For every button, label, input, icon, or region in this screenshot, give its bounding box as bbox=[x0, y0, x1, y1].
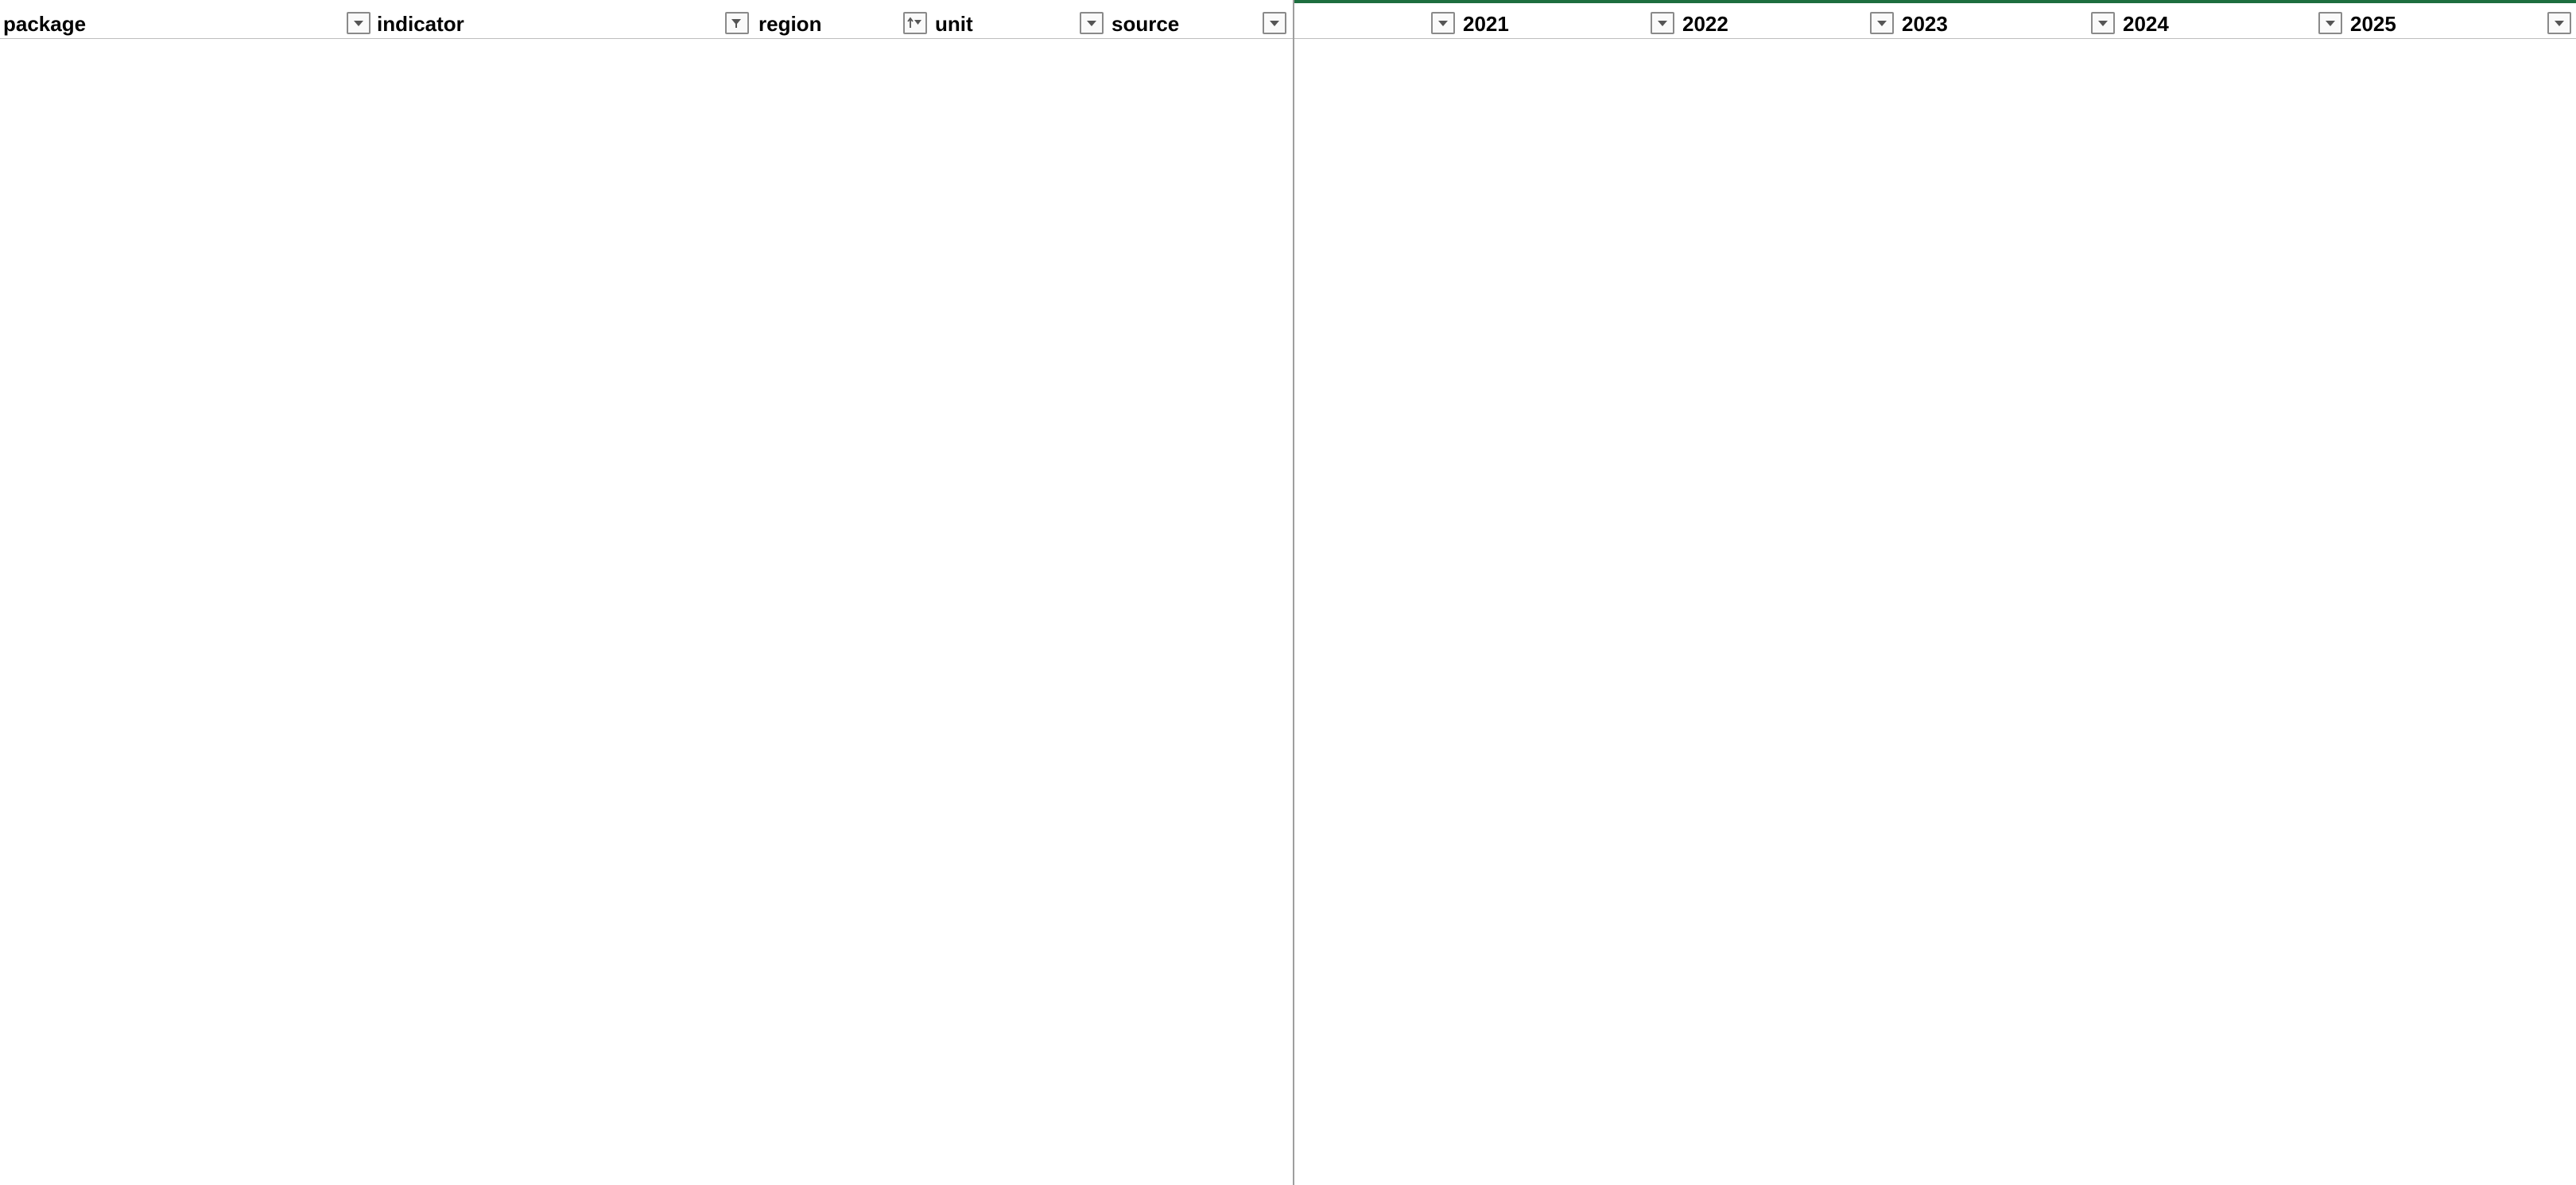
filter-dropdown-icon[interactable] bbox=[347, 12, 370, 34]
active-filter-icon[interactable] bbox=[725, 12, 749, 34]
column-header-year-2020[interactable] bbox=[1298, 10, 1430, 38]
column-header-source[interactable]: source bbox=[1111, 12, 1180, 36]
filter-dropdown-icon[interactable] bbox=[1263, 12, 1286, 34]
filter-dropdown-icon[interactable] bbox=[1431, 12, 1455, 34]
filter-dropdown-icon[interactable] bbox=[2091, 12, 2115, 34]
selection-border bbox=[0, 0, 2576, 5]
header-row bbox=[0, 10, 2576, 39]
column-header-package[interactable]: package bbox=[3, 12, 87, 36]
column-header-year-2023[interactable]: 2023 bbox=[1902, 12, 1948, 36]
filter-dropdown-icon[interactable] bbox=[2318, 12, 2342, 34]
column-header-year-2025[interactable]: 2025 bbox=[2350, 12, 2396, 36]
filter-dropdown-icon[interactable] bbox=[1870, 12, 1894, 34]
sort-filter-icon[interactable] bbox=[903, 12, 927, 34]
column-header-year-2021[interactable]: 2021 bbox=[1463, 12, 1509, 36]
filter-dropdown-icon[interactable] bbox=[1080, 12, 1104, 34]
column-header-year-2022[interactable]: 2022 bbox=[1682, 12, 1728, 36]
frozen-pane-divider bbox=[1293, 0, 1294, 1185]
column-header-year-2024[interactable]: 2024 bbox=[2123, 12, 2169, 36]
filter-dropdown-icon[interactable] bbox=[1651, 12, 1674, 34]
filter-dropdown-icon[interactable] bbox=[2547, 12, 2571, 34]
column-header-indicator[interactable]: indicator bbox=[377, 12, 464, 36]
column-header-region[interactable]: region bbox=[758, 12, 822, 36]
column-header-unit[interactable]: unit bbox=[935, 12, 973, 36]
